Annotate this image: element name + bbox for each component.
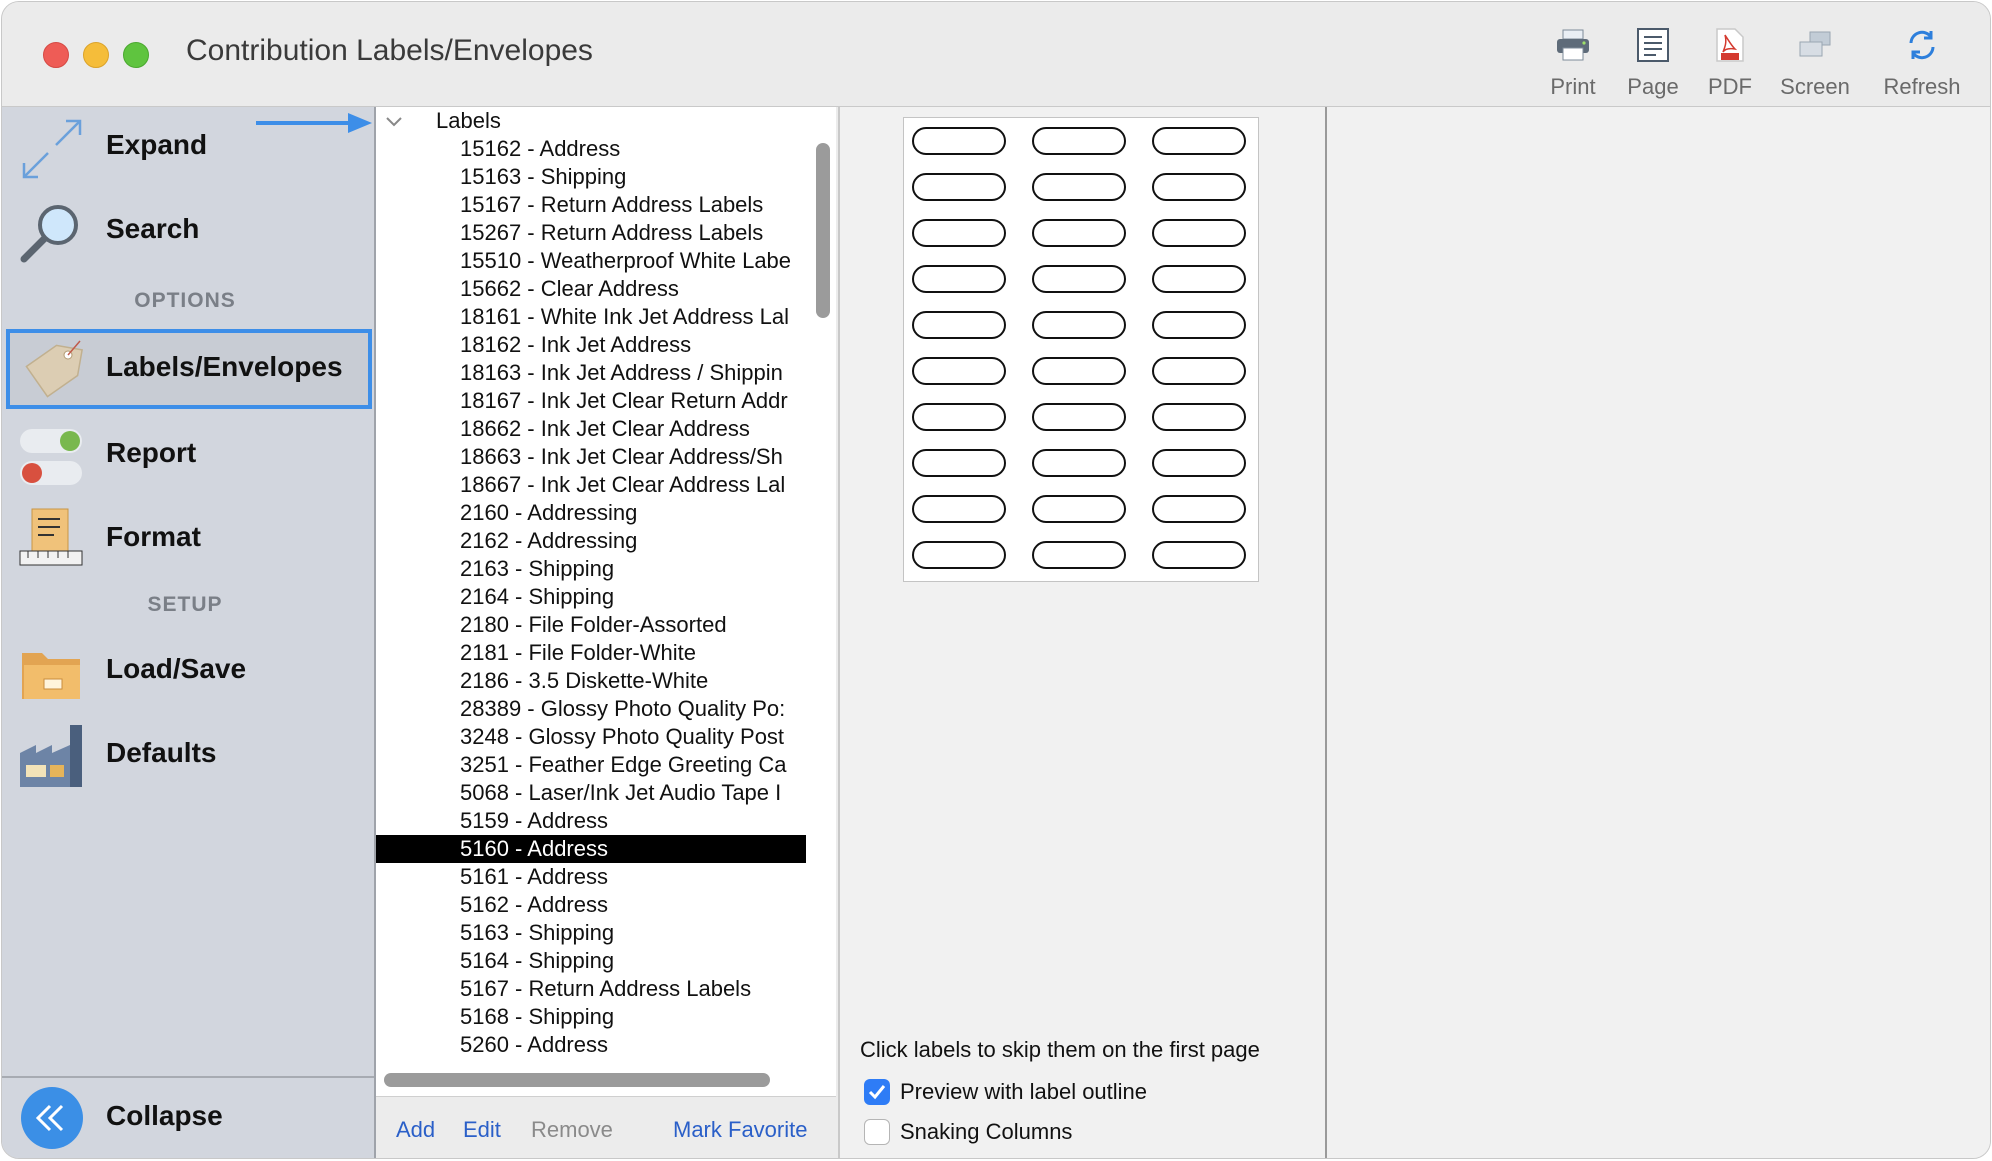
sidebar-item-report[interactable] bbox=[6, 417, 372, 493]
list-item[interactable]: 15167 - Return Address Labels bbox=[460, 192, 764, 217]
label-cell[interactable] bbox=[1032, 541, 1126, 569]
list-item[interactable]: 18161 - White Ink Jet Address Lal bbox=[460, 304, 789, 329]
expand-icon bbox=[18, 115, 86, 183]
label-cell[interactable] bbox=[912, 219, 1006, 247]
pdf-button[interactable] bbox=[1698, 24, 1762, 100]
sidebar-label-format: Format bbox=[106, 521, 201, 552]
sidebar-item-labels-envelopes[interactable] bbox=[6, 329, 372, 409]
page-button[interactable] bbox=[1618, 24, 1688, 100]
collapse-chevrons-icon bbox=[20, 1086, 84, 1150]
options-header: OPTIONS bbox=[134, 289, 236, 312]
label-cell[interactable] bbox=[1152, 449, 1246, 477]
sidebar-label-report: Report bbox=[106, 437, 197, 468]
zoom-window-button[interactable] bbox=[123, 42, 149, 68]
label-cell[interactable] bbox=[1032, 357, 1126, 385]
list-item[interactable]: 5164 - Shipping bbox=[460, 948, 615, 973]
sidebar-collapse-bar bbox=[2, 1076, 374, 1158]
list-item[interactable]: 3248 - Glossy Photo Quality Post bbox=[460, 724, 785, 749]
sidebar-item-defaults[interactable] bbox=[6, 717, 372, 793]
label-cell[interactable] bbox=[1032, 265, 1126, 293]
label-cell[interactable] bbox=[1152, 265, 1246, 293]
label-cell[interactable] bbox=[1152, 541, 1246, 569]
page-label: Page bbox=[1627, 74, 1679, 99]
label-list-panel bbox=[376, 107, 836, 1097]
label-cell[interactable] bbox=[1152, 495, 1246, 523]
label-cell[interactable] bbox=[1032, 449, 1126, 477]
skip-labels-hint: Click labels to skip them on the first page bbox=[860, 1037, 1260, 1062]
label-preview-pane bbox=[838, 107, 1327, 1158]
preview-outline-checkbox[interactable] bbox=[864, 1079, 890, 1105]
print-button[interactable] bbox=[1538, 24, 1608, 100]
format-ruler-icon bbox=[18, 507, 86, 575]
list-item[interactable]: 15662 - Clear Address bbox=[460, 276, 679, 301]
list-item[interactable]: 2186 - 3.5 Diskette-White bbox=[460, 668, 709, 693]
sidebar-label-collapse: Collapse bbox=[106, 1100, 223, 1131]
label-cell[interactable] bbox=[1032, 403, 1126, 431]
list-item[interactable]: 2162 - Addressing bbox=[460, 528, 638, 553]
page-icon bbox=[1618, 24, 1688, 66]
refresh-icon bbox=[1874, 24, 1970, 66]
sidebar bbox=[2, 107, 376, 1158]
sidebar-item-collapse[interactable] bbox=[6, 1080, 372, 1156]
label-cell[interactable] bbox=[1032, 127, 1126, 155]
title-bar bbox=[2, 2, 1990, 107]
mark-favorite-button[interactable]: Mark Favorite bbox=[673, 1117, 808, 1142]
remove-button[interactable]: Remove bbox=[531, 1117, 613, 1142]
print-label: Print bbox=[1550, 74, 1596, 99]
list-item[interactable]: 2160 - Addressing bbox=[460, 500, 638, 525]
list-item[interactable]: 2180 - File Folder-Assorted bbox=[460, 612, 727, 637]
list-item[interactable]: 18163 - Ink Jet Address / Shippin bbox=[460, 360, 783, 385]
list-item[interactable]: 15162 - Address bbox=[460, 136, 621, 161]
sidebar-item-format[interactable] bbox=[6, 501, 372, 577]
tag-icon bbox=[18, 337, 86, 405]
list-item[interactable]: 3251 - Feather Edge Greeting Ca bbox=[460, 752, 787, 777]
sidebar-item-load-save[interactable] bbox=[6, 633, 372, 709]
label-cell[interactable] bbox=[912, 265, 1006, 293]
add-button[interactable]: Add bbox=[396, 1117, 436, 1142]
app-window bbox=[1, 1, 1991, 1159]
label-cell[interactable] bbox=[912, 311, 1006, 339]
setup-header: SETUP bbox=[147, 593, 223, 616]
label-cell[interactable] bbox=[912, 173, 1006, 201]
sidebar-label-search: Search bbox=[106, 213, 200, 244]
list-item[interactable]: 2164 - Shipping bbox=[460, 584, 615, 609]
list-item[interactable]: 15510 - Weatherproof White Labe bbox=[460, 248, 792, 273]
list-item[interactable]: 5167 - Return Address Labels bbox=[460, 976, 752, 1001]
refresh-button[interactable] bbox=[1874, 24, 1970, 100]
tree-root-row[interactable] bbox=[376, 107, 806, 137]
sidebar-label-load-save: Load/Save bbox=[106, 653, 247, 684]
minimize-window-button[interactable] bbox=[83, 42, 109, 68]
screen-icon bbox=[1770, 24, 1860, 66]
list-item[interactable]: 2181 - File Folder-White bbox=[460, 640, 696, 665]
list-item[interactable]: 5160 - Address bbox=[376, 835, 806, 863]
label-sheet-preview bbox=[903, 117, 1259, 582]
folder-icon bbox=[18, 639, 86, 707]
label-cell[interactable] bbox=[1152, 173, 1246, 201]
label-cell[interactable] bbox=[1152, 311, 1246, 339]
label-list bbox=[376, 135, 806, 1059]
list-item[interactable]: 15163 - Shipping bbox=[460, 164, 627, 189]
list-item[interactable]: 5068 - Laser/Ink Jet Audio Tape I bbox=[460, 780, 782, 805]
list-item[interactable]: 5168 - Shipping bbox=[460, 1004, 615, 1029]
list-item[interactable]: 5260 - Address bbox=[460, 1032, 608, 1057]
list-item[interactable]: 2163 - Shipping bbox=[460, 556, 615, 581]
checkmark-icon bbox=[864, 1079, 890, 1105]
tree-root-label: Labels bbox=[436, 108, 501, 133]
magnifier-icon bbox=[18, 199, 86, 267]
edit-button[interactable]: Edit bbox=[463, 1117, 501, 1142]
snaking-columns-label: Snaking Columns bbox=[900, 1119, 1073, 1144]
list-item[interactable]: 15267 - Return Address Labels bbox=[460, 220, 764, 245]
toggle-switches-icon bbox=[18, 423, 86, 491]
label-cell[interactable] bbox=[1152, 219, 1246, 247]
factory-icon bbox=[18, 723, 86, 791]
sidebar-label-defaults: Defaults bbox=[106, 737, 217, 768]
label-cell[interactable] bbox=[1152, 403, 1246, 431]
label-cell[interactable] bbox=[912, 449, 1006, 477]
label-cell[interactable] bbox=[1152, 127, 1246, 155]
screen-button[interactable] bbox=[1770, 24, 1860, 100]
screen-label: Screen bbox=[1780, 74, 1850, 99]
list-actions-bar bbox=[376, 1096, 836, 1159]
label-cell[interactable] bbox=[1032, 173, 1126, 201]
label-cell[interactable] bbox=[912, 357, 1006, 385]
label-cell[interactable] bbox=[1032, 219, 1126, 247]
list-item[interactable]: 18662 - Ink Jet Clear Address bbox=[460, 416, 750, 441]
label-cell[interactable] bbox=[912, 541, 1006, 569]
refresh-label: Refresh bbox=[1883, 74, 1961, 99]
list-item[interactable]: 5161 - Address bbox=[460, 864, 608, 889]
list-item[interactable]: 18167 - Ink Jet Clear Return Addr bbox=[460, 388, 788, 413]
vertical-scrollbar[interactable] bbox=[816, 143, 830, 318]
horizontal-scrollbar[interactable] bbox=[384, 1073, 770, 1087]
report-preview-area bbox=[1325, 107, 1990, 1158]
pdf-label: PDF bbox=[1708, 74, 1752, 99]
sidebar-label-labels-envelopes: Labels/Envelopes bbox=[106, 351, 343, 382]
list-item[interactable]: 18162 - Ink Jet Address bbox=[460, 332, 692, 357]
sidebar-label-expand: Expand bbox=[106, 129, 208, 160]
pdf-icon bbox=[1698, 24, 1762, 66]
list-item[interactable]: 5163 - Shipping bbox=[460, 920, 615, 945]
label-cell[interactable] bbox=[912, 403, 1006, 431]
label-cell[interactable] bbox=[1032, 311, 1126, 339]
snaking-columns-checkbox[interactable] bbox=[864, 1119, 890, 1145]
printer-icon bbox=[1538, 24, 1608, 66]
label-cell[interactable] bbox=[912, 495, 1006, 523]
label-cell[interactable] bbox=[912, 127, 1006, 155]
label-cell[interactable] bbox=[1152, 357, 1246, 385]
list-item[interactable]: 5162 - Address bbox=[460, 892, 608, 917]
list-item[interactable]: 18663 - Ink Jet Clear Address/Sh bbox=[460, 444, 783, 469]
list-item[interactable]: 28389 - Glossy Photo Quality Po: bbox=[460, 696, 786, 721]
sidebar-item-search[interactable] bbox=[6, 193, 372, 269]
window-title: Contribution Labels/Envelopes bbox=[186, 34, 593, 67]
label-cell[interactable] bbox=[1032, 495, 1126, 523]
pointer-arrow-icon bbox=[256, 111, 372, 135]
list-item[interactable]: 18667 - Ink Jet Clear Address Lal bbox=[460, 472, 786, 497]
preview-outline-label: Preview with label outline bbox=[900, 1079, 1148, 1104]
close-window-button[interactable] bbox=[43, 42, 69, 68]
list-item[interactable]: 5159 - Address bbox=[460, 808, 608, 833]
chevron-down-icon[interactable] bbox=[386, 117, 402, 127]
